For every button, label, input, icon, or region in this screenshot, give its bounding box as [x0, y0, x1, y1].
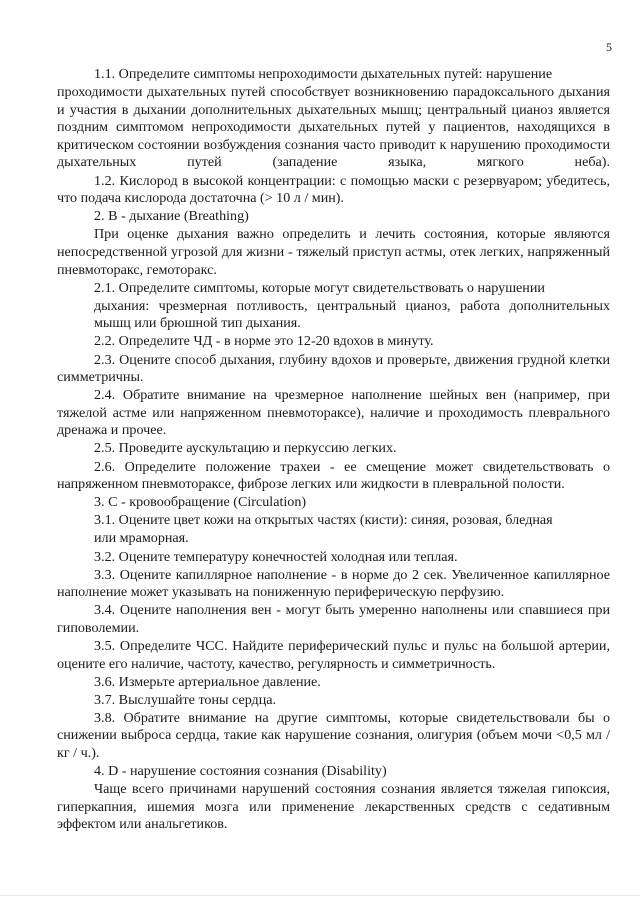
paragraph-3-8: 3.8. Обратите внимание на другие симптомы, которые свидетельствовали бы о снижении выброса сердца, такие как нарушение сознания, олигурия (объем мочи <0,5 мл / кг / ч.).	[57, 709, 610, 762]
paragraph-3-3: 3.3. Оцените капиллярное наполнение - в норме до 2 сек. Увеличенное капиллярное наполнение может указывать на пониженную периферическую перфузию.	[57, 566, 610, 601]
section-heading-disability: 4. D - нарушение состояния сознания (Disability)	[94, 763, 387, 780]
paragraph-2-1-continued: дыхания: чрезмерная потливость, центральный цианоз, работа дополнительных мышц или брюшной тип дыхания.	[94, 297, 610, 332]
paragraph-breathing-intro: При оценке дыхания важно определить и лечить состояния, которые являются непосредственной угрозой для жизни - тяжелый приступ астмы, отек легких, напряженный пневмоторакс, гемоторакс.	[57, 226, 610, 278]
paragraph-2-3: 2.3. Оцените способ дыхания, глубину вдохов и проверьте, движения грудной клетки симметричны.	[57, 351, 610, 386]
paragraph-3-4: 3.4. Оцените наполнения вен - могут быть умеренно наполнены или спавшиеся при гиповолемии.	[57, 602, 610, 636]
section-heading-circulation: 3. C - кровообращение (Circulation)	[94, 494, 307, 511]
paragraph-1-1-continued: проходимости дыхательных путей способствует возникновению парадоксального дыхания и участия в дыхании дополнительных дыхательных мышц; центральный цианоз является поздним симптомом непроходимости дыхательных путей у пациентов, находящихся в критическом состоянии возбуждения сознания часто приводит к нарушению проходимости дыхательных путей (западение языка, мягкого неба).	[57, 84, 610, 171]
paragraph-3-7: 3.7. Выслушайте тоны сердца.	[94, 691, 277, 708]
page-bottom-edge	[0, 895, 640, 896]
paragraph-3-2: 3.2. Оцените температуру конечностей холодная или теплая.	[94, 548, 458, 565]
paragraph-1-2: 1.2. Кислород в высокой концентрации: с помощью маски с резервуаром; убедитесь, что подача кислорода достаточна (> 10 л / мин).	[57, 172, 610, 207]
paragraph-2-1: 2.1. Определите симптомы, которые могут свидетельствовать о нарушении	[94, 279, 545, 296]
paragraph-2-2: 2.2. Определите ЧД - в норме это 12-20 вдохов в минуту.	[94, 333, 434, 350]
paragraph-2-4: 2.4. Обратите внимание на чрезмерное наполнение шейных вен (например, при тяжелой астме или напряженном пневмотораксе), наличие и проходимость плеврального дренажа и прочее.	[57, 387, 610, 439]
paragraph-disability-intro: Чаще всего причинами нарушений состояния сознания является тяжелая гипоксия, гиперкапния, ишемия мозга или применение лекарственных средств с седативным эффектом или анальгетиков.	[57, 781, 610, 833]
paragraph-1-1: 1.1. Определите симптомы непроходимости дыхательных путей: нарушение	[94, 66, 553, 82]
paragraph-3-6: 3.6. Измерьте артериальное давление.	[94, 673, 321, 690]
paragraph-3-5: 3.5. Определите ЧСС. Найдите периферический пульс и пульс на большой артерии, оцените его наличие, частоту, качество, регулярность и симметричность.	[57, 638, 610, 672]
paragraph-3-1: 3.1. Оцените цвет кожи на открытых частях (кисти): синяя, розовая, бледная	[94, 512, 553, 529]
page-number: 5	[606, 40, 612, 54]
section-heading-breathing: 2. B - дыхание (Breathing)	[94, 208, 249, 225]
document-body	[57, 66, 610, 835]
paragraph-3-1-continued: или мраморная.	[94, 530, 189, 547]
paragraph-2-6: 2.6. Определите положение трахеи - ее смещение может свидетельствовать о напряженном пневмотораксе, фиброзе легких или жидкости в плевральной полости.	[57, 458, 610, 493]
paragraph-2-5: 2.5. Проведите аускультацию и перкуссию легких.	[94, 440, 397, 457]
